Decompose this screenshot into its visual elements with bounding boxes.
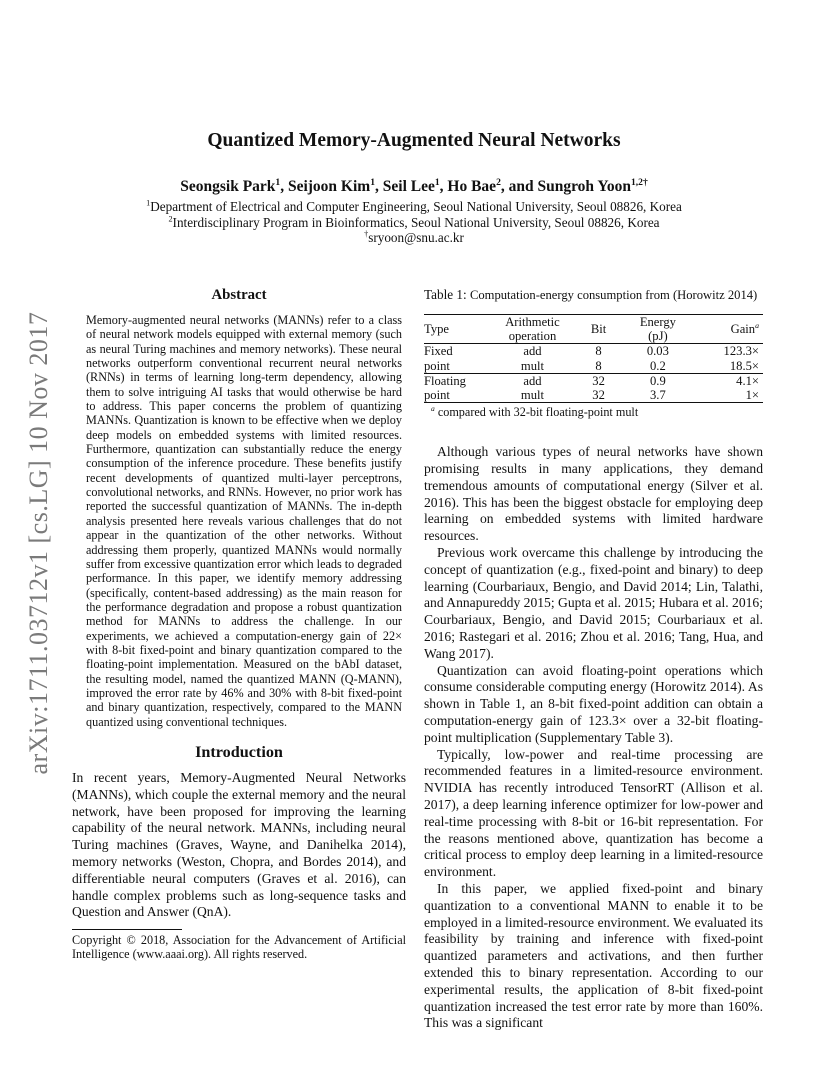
table-caption-label: Table 1: xyxy=(424,287,467,302)
col-header-type: Type xyxy=(424,322,449,337)
table-row-floating-point: Floating point add mult 32 32 0.9 3.7 4.1× 1× xyxy=(424,373,763,402)
affil-mark: 2 xyxy=(168,214,173,224)
body-paragraph: Quantization can avoid floating-point operations which consume considerable computing energy (Horowitz 2014). As shown in Table 1, an 8-bit fixed-point addition can obtain a computation-energy gain of 123.3× over a 32-bit floating-point multiplication (Supplementary Table 3). xyxy=(424,662,763,745)
author-name: Seongsik Park xyxy=(180,178,276,195)
abstract-heading: Abstract xyxy=(211,287,267,303)
col-header-operation: Arithmetic operation xyxy=(505,315,560,344)
author-affil-mark: 1 xyxy=(370,176,376,188)
paper-header xyxy=(0,130,828,246)
body-paragraph: Although various types of neural networks have shown promising results in many applications, they demand tremendous amounts of computational energy (Silver et al. 2016). This has been the biggest obstacle for employing deep learning on embedded systems with limited hardware resources. xyxy=(424,444,763,544)
col-header-energy: Energy (pJ) xyxy=(639,315,676,344)
table-footnote: $^a$ compared with 32-bit floating-point mult xyxy=(431,404,639,420)
table-header xyxy=(424,315,763,344)
author-name: , Ho Bae xyxy=(439,178,497,195)
body-paragraph: Previous work overcame this challenge by introducing the concept of quantization (e.g., fixed-point and binary) to deep learning (Courbariaux, Bengio, and David 2014; Lin, Talathi, and Annapureddy 2015; Gupta et al. 2015; Hubara et al. 2016; Courbariaux, Bengio, and David 2015; Courbariaux et al. 2016; Rastegari et al. 2016; Zhou et al. 2016; Tang, Hua, and Wang 2017). xyxy=(424,545,764,661)
affiliation-text: Department of Electrical and Computer Engineering, Seoul National University, Seoul 08826, Korea xyxy=(150,199,682,214)
email-text: sryoon@snu.ac.kr xyxy=(368,230,464,245)
email-mark: † xyxy=(364,229,369,239)
author-name: , Seil Lee xyxy=(375,178,435,195)
body-paragraph: Typically, low-power and real-time processing are recommended features in a limited-resource environment. NVIDIA has recently introduced TensorRT (Allison et al. 2017), a deep learning inference optimizer for low-power and real-time processing with 8-bit or 16-bit representation. For the reasons mentioned above, quantization has become a critical process to employ deep learning in a limited-resource environment. xyxy=(424,746,763,880)
col-header-bit: Bit xyxy=(590,322,607,337)
affiliation-line xyxy=(0,215,828,231)
author-name: , and Sungroh Yoon xyxy=(500,178,631,195)
introduction-paragraph: In recent years, Memory-Augmented Neural Networks (MANNs), which couple the external memory and the neural network, have been proposed for improving the learning capability of the neural network. MANNs, including neural Turing machines (Graves, Wayne, and Danihelka 2014), memory networks (Weston, Chopra, and Bordes 2014), and differentiable neural computers (Graves et al. 2016), can handle complex problems such as long-sequence tasks and Question and Answer (QnA). xyxy=(72,769,406,920)
author-affil-mark: 2 xyxy=(496,176,501,188)
right-column xyxy=(424,287,763,1032)
author-affil-mark: 1 xyxy=(275,176,281,188)
email-line xyxy=(0,230,828,246)
table-caption xyxy=(424,287,763,303)
table-caption-text: Computation-energy consumption from (Horowitz 2014) xyxy=(469,288,758,302)
author-affil-mark: 1,2† xyxy=(630,176,648,188)
author-name: , Seijoon Kim xyxy=(280,178,371,195)
page-title: Quantized Memory-Augmented Neural Networks xyxy=(207,130,621,151)
footnote-rule xyxy=(72,929,182,930)
body-paragraph: In this paper, we applied fixed-point and binary quantization to a conventional MANN to enable it to be employed in a limited-resource environment. We evaluated its feasibility by training and inference with fixed-point quantized parameters and activations, and then further extended this to binary representation. According to our experimental results, the application of 8-bit fixed-point quantization increased the test error rate by more than 160%. This was a significant xyxy=(424,880,763,1031)
affil-mark: 1 xyxy=(146,198,151,208)
left-column xyxy=(72,287,406,962)
copyright-footnote: Copyright © 2018, Association for the Advancement of Artificial Intelligence (www.aaai.org). All rights reserved. xyxy=(72,933,406,962)
col-header-gain: Gain$^a$ xyxy=(730,320,759,337)
introduction-heading: Introduction xyxy=(195,742,283,761)
author-affil-mark: 1 xyxy=(434,176,440,188)
affiliation-text: Interdisciplinary Program in Bioinformatics, Seoul National University, Seoul 08826, Korea xyxy=(172,214,660,230)
affiliation-line xyxy=(0,199,828,215)
table-1 xyxy=(424,314,763,403)
table-row-fixed-point: Fixed point add mult 8 8 0.03 0.2 123.3× 18.5× xyxy=(424,344,759,373)
abstract-text: Memory-augmented neural networks (MANNs) refer to a class of neural network models equipped with external memory (such as neural Turing machines and memory networks). These neural networks outperform conventional recurrent neural networks (RNNs) in terms of learning long-term dependency, allowing them to solve intriguing AI tasks that would otherwise be hard to address. This paper concerns the problem of quantizing MANNs. Quantization is known to be effective when we deploy deep models on embedded systems with limited resources. Furthermore, quantization can substantially reduce the energy consumption of the inference procedure. These benefits justify recent developments of quantized multi-layer perceptrons, convolutional networks, and RNNs. However, no prior work has reported the successful quantization of MANNs. The in-depth analysis presented here reveals various challenges that do not appear in the quantization of the other networks. Without addressing them properly, quantized MANNs would normally suffer from excessive quantization error which leads to degraded performance. In this paper, we identify memory addressing (specifically, content-based addressing) as the main reason for the performance degradation and propose a robust quantization method for MANNs to address the challenge. In our experiments, we achieved a computation-energy gain of 22× with 8-bit fixed-point and binary quantization compared to the floating-point implementation. Measured on the bAbI dataset, the resulting model, named the quantized MANN (Q-MANN), improved the error rate by 46% and 30% with 8-bit fixed-point and binary quantization, respectively, compared to the MANN quantized using conventional techniques. xyxy=(86,313,402,729)
arxiv-watermark: arXiv:1711.03712v1 [cs.LG] 10 Nov 2017 xyxy=(24,311,53,775)
author-line xyxy=(0,178,828,196)
